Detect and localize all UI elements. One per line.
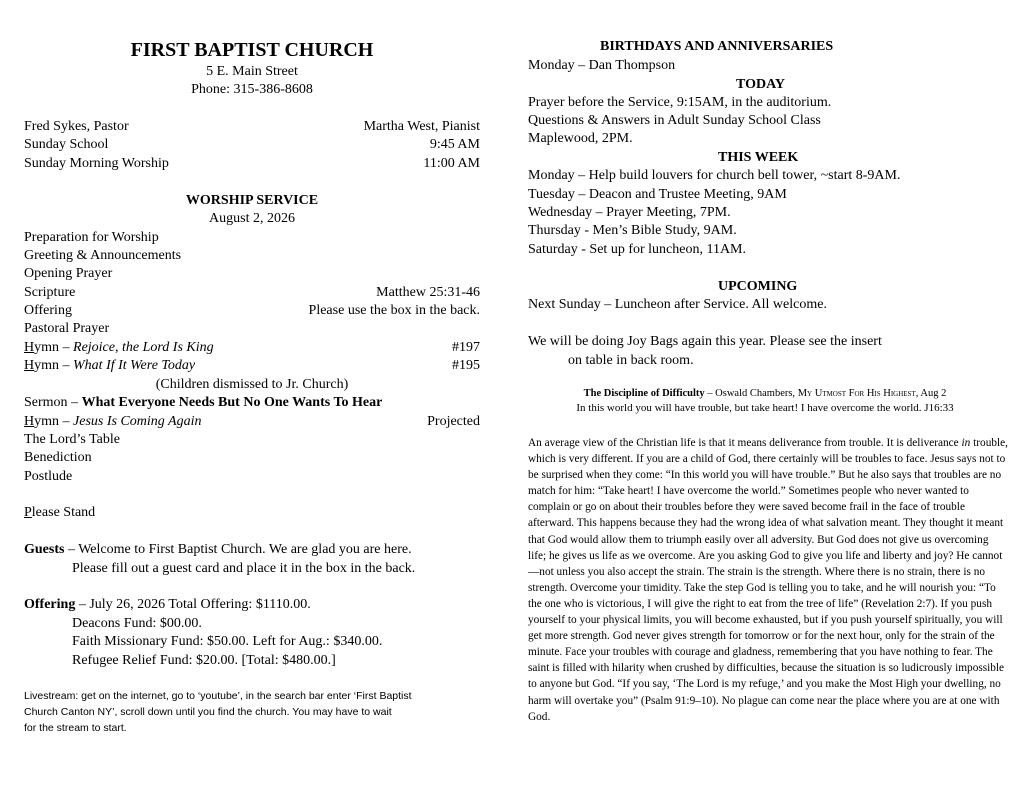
please-rest: lease Stand [31,505,96,520]
devotional-author: – Oswald Chambers, [704,388,798,399]
hymn1-title: Rejoice, the Lord Is King [73,340,214,355]
guests-line-1 [24,541,480,559]
week-saturday: Saturday - Set up for luncheon, 11AM. [528,242,746,257]
guests-text-2: Please fill out a guest card and place it in the box in the back. [72,561,416,576]
worship-label: Sunday Morning Worship [24,156,169,171]
guests-line-2 [24,560,480,578]
church-address: 5 E. Main Street [206,64,298,79]
order-greeting: Greeting & Announcements [24,248,182,263]
order-hymn-1 [24,339,480,357]
today-heading: TODAY [736,77,786,92]
hymn3-note: Projected [427,414,480,429]
joy-bags-line-1: We will be doing Joy Bags again this year. Please see the insert [528,334,882,349]
please-stand-note [24,504,480,522]
order-offering [24,302,480,320]
children-dismissed: (Children dismissed to Jr. Church) [155,377,349,392]
missionary-fund: Faith Missionary Fund: $50.00. Left for Aug.: $340.00. [72,634,383,649]
hymn1-h: H [24,340,35,355]
devotional-body-in: in [961,437,971,449]
hymn1-rest: ymn – [34,340,74,355]
hymn2-number: #195 [452,358,480,373]
devotional-body [528,435,1008,725]
order-hymn-3 [24,413,480,431]
order-hymn-2 [24,357,480,375]
devotional-date: , Aug 2 [915,388,947,399]
joy-bags-line-2: on table in back room. [568,353,694,368]
hymn1-number: #197 [452,340,480,355]
refugee-fund: Refugee Relief Fund: $20.00. [Total: $480.00.] [72,653,336,668]
deacons-fund: Deacons Fund: $00.00. [72,616,202,631]
hymn3-rest: ymn – [34,414,74,429]
upcoming-line-1: Next Sunday – Luncheon after Service. All welcome. [528,297,827,312]
order-sermon [24,394,480,412]
week-tuesday: Tuesday – Deacon and Trustee Meeting, 9AM [528,187,787,202]
worship-heading: WORSHIP SERVICE [185,193,319,208]
birthdays-heading: BIRTHDAYS AND ANNIVERSARIES [600,39,834,54]
please-p: P [24,505,32,520]
week-wednesday: Wednesday – Prayer Meeting, 7PM. [528,205,731,220]
offering-label: Offering [24,303,72,318]
upcoming-heading: UPCOMING [718,279,798,294]
this-week-heading: THIS WEEK [718,150,799,165]
worship-time: 11:00 AM [423,156,480,171]
livestream-line-2: Church Canton NY’, scroll down until you find the church. You may have to wait [24,706,392,718]
devotional-book: My Utmost For His Highest [797,388,916,399]
pastor: Fred Sykes, Pastor [24,119,129,134]
hymn2-rest: ymn – [34,358,74,373]
today-line-2: Questions & Answers in Adult Sunday School Class [528,113,821,128]
order-scripture [24,284,480,302]
devotional-verse: In this world you will have trouble, but take heart! I have overcome the world. J16:33 [576,402,954,414]
devotional-title: The Discipline of Difficulty [583,388,705,399]
church-phone: Phone: 315-386-8608 [191,82,313,97]
worship-date: August 2, 2026 [209,211,295,226]
livestream-line-3: for the stream to start. [24,722,127,734]
offering-line-1 [24,596,480,614]
offering-total: – July 26, 2026 Total Offering: $1110.00. [75,597,311,612]
order-postlude: Postlude [24,469,73,484]
sunday-school-label: Sunday School [24,137,109,152]
sunday-school-row [24,136,480,154]
scripture-label: Scripture [24,285,76,300]
sermon-label: Sermon – [24,395,82,410]
order-preparation: Preparation for Worship [24,230,159,245]
devotional-body-b: trouble, which is very different. If you are a child of God, there certainly will be troubles to face. Jesus says not to be surprised when they come: “In this world you will have trouble.” But he also says that troubles are no match for him: “Take heart! I have overcome the world.” Sometimes people who never wanted to complain or go on about their troubles before they were saved become frail in the face of trouble afterward. This happens because they had the wrong idea of what salvation meant. They thought it meant that God would allow them to triumph easily over all adversity. But God does not give us overcoming life; he gives us life as we overcome. Are you asking God to give you life and liberty and joy? He cannot—not unless you also accept the strain. The strain is the strength. Where there is no strain, there is no strength. Overcome your timidity. Take the step God is telling you to take, and he will nourish you: “To the one who is victorious, I will give the right to eat from the tree of life” (Revelation 2:7). If you push yourself to your physical limits, you will become exhausted, but if you push yourself spiritually, you will get more strength. God never gives strength for tomorrow or for the next hour, only for the strain of the minute. Face your troubles with courage and gladness, remembering that you have nothing to fear. The saint is filled with hilarity when crushed by difficulties, because the situation is so ludicrously impossible to anyone but God. “If you say, ‘The Lord is my refuge,’ and you make the Most High your dwelling, no harm will overtake you” (Psalm 91:9–10). No plague can come near the place where you are at one with God. [528,437,1008,723]
hymn2-title: What If It Were Today [73,358,196,373]
order-pastoral-prayer: Pastoral Prayer [24,321,110,336]
pianist: Martha West, Pianist [363,119,480,134]
livestream-line-1: Livestream: get on the internet, go to ‘youtube’, in the search bar enter ‘First Baptist [24,690,412,702]
offering-note: Please use the box in the back. [308,303,480,318]
guests-text-1: – Welcome to First Baptist Church. We are glad you are here. [64,542,412,557]
order-benediction: Benediction [24,450,92,465]
today-line-1: Prayer before the Service, 9:15AM, in the auditorium. [528,95,832,110]
church-name: FIRST BAPTIST CHURCH [130,39,374,61]
sunday-school-time: 9:45 AM [429,137,480,152]
devotional-body-a: An average view of the Christian life is that it means deliverance from trouble. It is deliverance [528,437,962,449]
birthdays-line-1: Monday – Dan Thompson [528,58,676,73]
today-line-3: Maplewood, 2PM. [528,131,633,146]
devotional-header [528,387,1002,401]
order-opening-prayer: Opening Prayer [24,266,113,281]
offering-heading: Offering [24,597,76,612]
order-lords-table: The Lord’s Table [24,432,120,447]
hymn3-h: H [24,414,35,429]
scripture-ref: Matthew 25:31-46 [376,285,480,300]
hymn3-title: Jesus Is Coming Again [73,414,202,429]
week-thursday: Thursday - Men’s Bible Study, 9AM. [528,223,737,238]
hymn2-h: H [24,358,35,373]
week-monday: Monday – Help build louvers for church bell tower, ~start 8-9AM. [528,168,901,183]
guests-label: Guests [24,542,65,557]
sermon-title: What Everyone Needs But No One Wants To Hear [81,395,383,410]
worship-time-row [24,155,480,173]
livestream-note [24,688,412,736]
staff-row [24,118,480,136]
